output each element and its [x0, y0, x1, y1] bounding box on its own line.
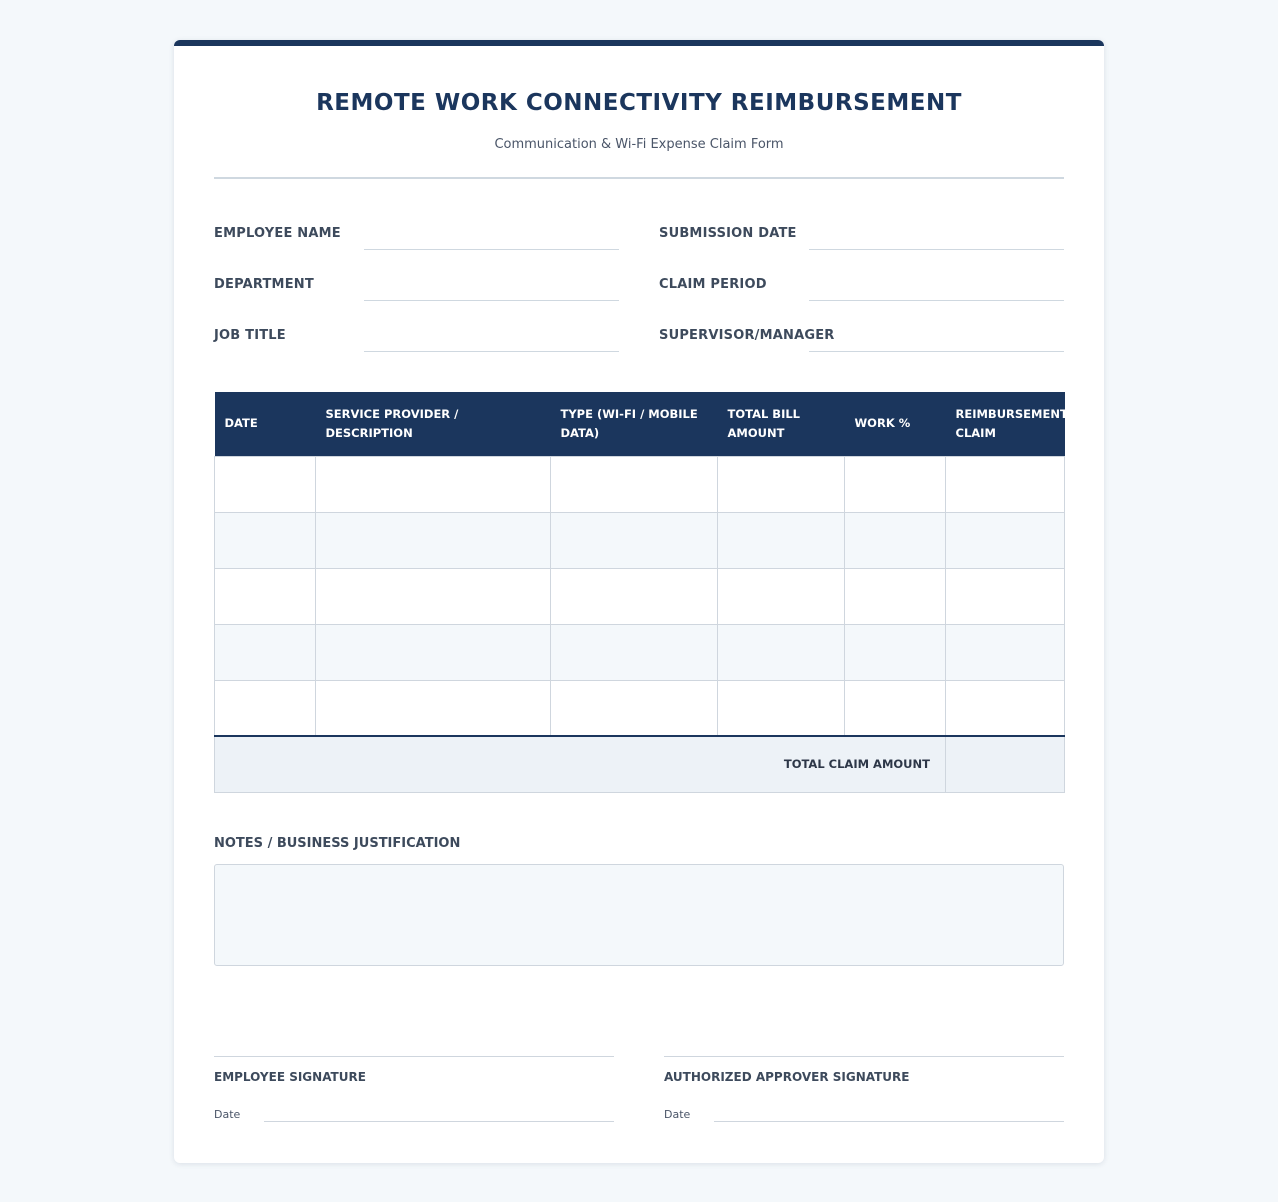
total-row: [215, 736, 1065, 792]
date-cell[interactable]: [215, 680, 316, 736]
employee-name-label: EMPLOYEE NAME: [214, 226, 341, 241]
department-label: DEPARTMENT: [214, 277, 314, 292]
date-cell[interactable]: [215, 568, 316, 624]
provider-cell[interactable]: [316, 512, 551, 568]
approver-signature-line[interactable]: [664, 1056, 1064, 1057]
total-claim-label: TOTAL CLAIM AMOUNT: [215, 736, 946, 792]
department-field[interactable]: [364, 300, 619, 301]
claim-period-field[interactable]: [809, 300, 1064, 301]
reimbursement-cell[interactable]: [946, 624, 1065, 680]
approver-signature-label: AUTHORIZED APPROVER SIGNATURE: [664, 1070, 910, 1084]
table-row: [215, 624, 1065, 680]
reimbursement-cell[interactable]: [946, 456, 1065, 512]
type-cell[interactable]: [551, 624, 718, 680]
expense-table: [214, 392, 1068, 793]
type-cell[interactable]: [551, 512, 718, 568]
submission-date-label: SUBMISSION DATE: [659, 226, 797, 241]
supervisor-label: SUPERVISOR/MANAGER: [659, 328, 835, 343]
claim-form-card: [174, 40, 1104, 1163]
table-row: [215, 568, 1065, 624]
type-cell[interactable]: [551, 680, 718, 736]
table-row: [215, 512, 1065, 568]
employee-signature-label: EMPLOYEE SIGNATURE: [214, 1070, 366, 1084]
header-divider: [214, 177, 1064, 179]
employee-date-label: Date: [214, 1108, 241, 1121]
total-bill-cell[interactable]: [718, 624, 845, 680]
reimbursement-cell[interactable]: [946, 512, 1065, 568]
total-bill-cell[interactable]: [718, 680, 845, 736]
column-header-provider: SERVICE PROVIDER / DESCRIPTION: [316, 392, 551, 456]
provider-cell[interactable]: [316, 680, 551, 736]
approver-date-label: Date: [664, 1108, 691, 1121]
work-percent-cell[interactable]: [845, 456, 946, 512]
total-bill-cell[interactable]: [718, 512, 845, 568]
table-header-row: [215, 392, 1065, 456]
employee-name-field[interactable]: [364, 249, 619, 250]
job-title-field[interactable]: [364, 351, 619, 352]
type-cell[interactable]: [551, 456, 718, 512]
column-header-work-percent: WORK %: [845, 392, 946, 456]
date-cell[interactable]: [215, 624, 316, 680]
notes-textarea[interactable]: [214, 864, 1064, 966]
date-cell[interactable]: [215, 456, 316, 512]
work-percent-cell[interactable]: [845, 680, 946, 736]
reimbursement-cell[interactable]: [946, 568, 1065, 624]
total-claim-cell[interactable]: [946, 736, 1065, 792]
type-cell[interactable]: [551, 568, 718, 624]
work-percent-cell[interactable]: [845, 512, 946, 568]
employee-signature-line[interactable]: [214, 1056, 614, 1057]
reimbursement-cell[interactable]: [946, 680, 1065, 736]
job-title-label: JOB TITLE: [214, 328, 286, 343]
date-cell[interactable]: [215, 512, 316, 568]
table-row: [215, 680, 1065, 736]
column-header-date: DATE: [215, 392, 316, 456]
provider-cell[interactable]: [316, 624, 551, 680]
work-percent-cell[interactable]: [845, 568, 946, 624]
submission-date-field[interactable]: [809, 249, 1064, 250]
employee-date-field[interactable]: [264, 1121, 614, 1122]
table-row: [215, 456, 1065, 512]
work-percent-cell[interactable]: [845, 624, 946, 680]
total-bill-cell[interactable]: [718, 456, 845, 512]
form-subtitle: Communication & Wi-Fi Expense Claim Form: [494, 137, 784, 152]
total-bill-cell[interactable]: [718, 568, 845, 624]
provider-cell[interactable]: [316, 456, 551, 512]
form-title: REMOTE WORK CONNECTIVITY REIMBURSEMENT: [316, 90, 962, 116]
column-header-reimbursement: REIMBURSEMENT CLAIM: [946, 392, 1065, 456]
provider-cell[interactable]: [316, 568, 551, 624]
approver-date-field[interactable]: [714, 1121, 1064, 1122]
column-header-total-bill: TOTAL BILL AMOUNT: [718, 392, 845, 456]
column-header-type: TYPE (WI-FI / MOBILE DATA): [551, 392, 718, 456]
notes-label: NOTES / BUSINESS JUSTIFICATION: [214, 836, 461, 851]
claim-period-label: CLAIM PERIOD: [659, 277, 767, 292]
supervisor-field[interactable]: [809, 351, 1064, 352]
